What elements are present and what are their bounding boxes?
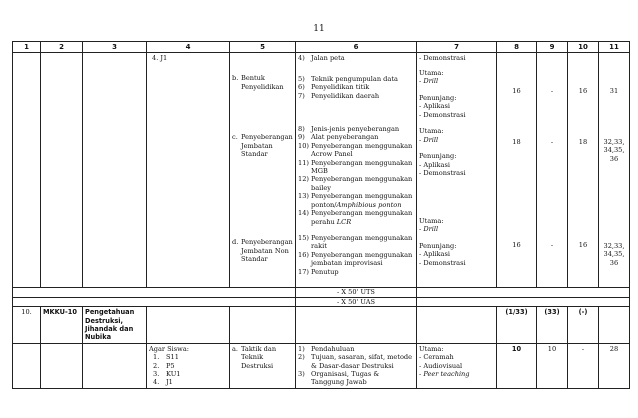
cell-col11: 31 32,33, 34,35, 36 32,33, 34,35, 36: [599, 53, 630, 288]
col-header: 3: [83, 42, 147, 53]
cell-subtopics: b. Bentuk Penyelidikan c. Penyeberangan Jembatan Standar d. Penyeberangan Jembatan Non Standar: [230, 53, 296, 288]
cell-topics: 4) Jalan peta 5) Teknik pengumpulan data 6) Penyelidikan titik 7) Penyelidikan daerah 8) Jenis-jenis penyeberangan 9) Alat penyeberangan 10) Penyeberangan menggunakan Acrow Panel 11) Penyeberangan menggunakan MGB 12) Penyeberangan menggunakan bailey 13) Penyeberangan menggunakan ponton/Amphibious ponton 14) Penyeberangan menggunakan perahu LCR 15) Penyeberangan menggunakan rakit 16) Penyeberangan menggunakan jembatan improvisasi 17) Penutup: [296, 53, 417, 288]
col-header: 8: [497, 42, 537, 53]
cell-empty: [41, 343, 83, 388]
cell-col10: -: [568, 343, 599, 388]
col-header: 1: [13, 42, 41, 53]
cell-no: [13, 53, 41, 288]
table-row-uts: [13, 288, 630, 297]
cell-subject-title: Pengetahuan Destruksi, Jihandak dan Nubika: [83, 307, 147, 344]
cell-hours: 10: [497, 343, 537, 388]
col-header: 5: [230, 42, 296, 53]
cell-col11: [599, 307, 630, 344]
col-header: 6: [296, 42, 417, 53]
cell-topics: 1) Pendahuluan 2) Tujuan, sasaran, sifat, metode & Dasar-dasar Destruksi 3) Organisasi, Tugas & Tanggung Jawab: [296, 343, 417, 388]
curriculum-table: [12, 41, 630, 389]
cell-empty: [296, 307, 417, 344]
col-header: 2: [41, 42, 83, 53]
col-header: 10: [568, 42, 599, 53]
cell-empty: [230, 307, 296, 344]
cell-empty: [417, 288, 630, 297]
table-row: [13, 343, 630, 388]
cell-code: MKKU-10: [41, 307, 83, 344]
col-header: 11: [599, 42, 630, 53]
cell-objectives: Agar Siswa: 1. S11 2. P5 3. KU1 4. J1: [147, 343, 230, 388]
cell-hours: (1/33): [497, 307, 537, 344]
cell-empty: [13, 297, 296, 306]
cell-uas: - X 50' UAS: [296, 297, 417, 306]
cell-subject: [83, 53, 147, 288]
cell-objectives: 4. J1: [147, 53, 230, 288]
cell-col9: - - -: [537, 53, 568, 288]
cell-empty: [417, 297, 630, 306]
cell-empty: [417, 307, 497, 344]
table-row: [13, 53, 630, 288]
cell-col10: 16 18 16: [568, 53, 599, 288]
cell-subtopics: a. Taktik dan Teknik Destruksi: [230, 343, 296, 388]
table-row-uas: [13, 297, 630, 306]
cell-methods: Utama: - Ceramah - Audiovisual - Peer teaching: [417, 343, 497, 388]
col-header: 4: [147, 42, 230, 53]
cell-empty: [13, 288, 296, 297]
cell-methods: - Demonstrasi Utama: - Drill Penunjang: - Aplikasi - Demonstrasi Utama: - Drill Penunjang: - Aplikasi - Demonstrasi Utama: - Drill Penunjang: - Aplikasi - Demonstrasi: [417, 53, 497, 288]
cell-col9: 10: [537, 343, 568, 388]
cell-no: 10.: [13, 307, 41, 344]
col-header: 7: [417, 42, 497, 53]
cell-hours: 16 18 16: [497, 53, 537, 288]
cell-empty: [13, 343, 41, 388]
header-row: [13, 42, 630, 53]
cell-col11: 28: [599, 343, 630, 388]
cell-empty: [83, 343, 147, 388]
page-number: 11: [313, 24, 325, 34]
table-row-subject: [13, 307, 630, 344]
cell-col10: (-): [568, 307, 599, 344]
col-header: 9: [537, 42, 568, 53]
cell-col9: (33): [537, 307, 568, 344]
cell-code: [41, 53, 83, 288]
cell-empty: [147, 307, 230, 344]
cell-uts: - X 50' UTS: [296, 288, 417, 297]
